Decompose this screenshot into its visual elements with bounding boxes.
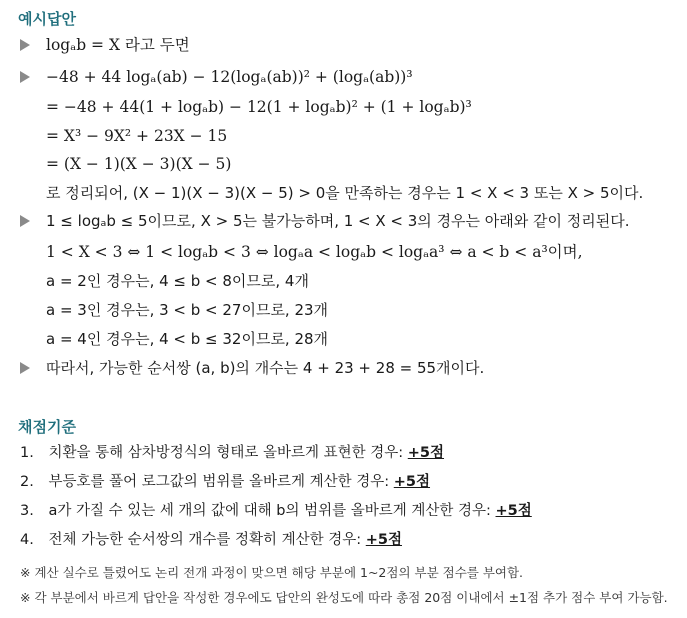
answer-line-3: = −48 + 44(1 + logₐb) − 12(1 + logₐb)² + (1 + logₐb)³ — [46, 98, 472, 116]
criteria-heading: 채점기준 — [18, 418, 76, 436]
bullet-arrow-icon — [20, 362, 30, 374]
answer-line-4: = X³ − 9X² + 23X − 15 — [46, 127, 228, 145]
criterion-2 — [20, 472, 430, 492]
criterion-4 — [20, 530, 402, 550]
criterion-number: 1. — [20, 445, 34, 461]
criterion-text: 부등호를 풀어 로그값의 범위를 올바르게 계산한 경우: — [48, 474, 394, 490]
bullet-arrow-icon — [20, 71, 30, 83]
answer-heading: 예시답안 — [18, 10, 76, 28]
bullet-arrow-icon — [20, 39, 30, 51]
answer-line-11: a = 4인 경우는, 4 < b ≤ 32이므로, 28개 — [46, 330, 329, 348]
criterion-text: 전체 가능한 순서쌍의 개수를 정확히 계산한 경우: — [48, 532, 366, 548]
criterion-score: +5점 — [495, 503, 532, 519]
criterion-text: a가 가질 수 있는 세 개의 값에 대해 b의 범위를 올바르게 계산한 경우: — [48, 503, 496, 519]
answer-line-8: 1 < X < 3 ⇔ 1 < logₐb < 3 ⇔ logₐa < logₐb < logₐa³ ⇔ a < b < a³이며, — [46, 243, 583, 261]
answer-line-1: logₐb = X 라고 두면 — [46, 36, 190, 54]
bullet-arrow-icon — [20, 215, 30, 227]
criterion-3 — [20, 501, 532, 521]
note-2: ※ 각 부분에서 바르게 답안을 작성한 경우에도 답안의 완성도에 따라 총점 20점 이내에서 ±1점 추가 점수 부여 가능함. — [20, 590, 668, 605]
criterion-score: +5점 — [393, 474, 431, 490]
answer-line-9: a = 2인 경우는, 4 ≤ b < 8이므로, 4개 — [46, 272, 309, 290]
criterion-text: 치환을 통해 삼차방정식의 형태로 올바르게 표현한 경우: — [48, 445, 408, 461]
criterion-number: 3. — [20, 503, 34, 519]
answer-line-10: a = 3인 경우는, 3 < b < 27이므로, 23개 — [46, 301, 329, 319]
criterion-score: +5점 — [407, 445, 445, 461]
criterion-score: +5점 — [365, 532, 402, 548]
answer-line-7: 1 ≤ logₐb ≤ 5이므로, X > 5는 불가능하며, 1 < X < 3의 경우는 아래와 같이 정리된다. — [46, 212, 630, 230]
answer-line-6: 로 정리되어, (X − 1)(X − 3)(X − 5) > 0을 만족하는 경우는 1 < X < 3 또는 X > 5이다. — [46, 184, 644, 202]
answer-line-12: 따라서, 가능한 순서쌍 (a, b)의 개수는 4 + 23 + 28 = 55개이다. — [46, 359, 485, 377]
answer-line-2: −48 + 44 logₐ(ab) − 12(logₐ(ab))² + (logₐ(ab))³ — [46, 68, 413, 86]
criterion-number: 2. — [20, 474, 34, 490]
answer-line-5: = (X − 1)(X − 3)(X − 5) — [46, 155, 232, 173]
criterion-1 — [20, 443, 444, 463]
note-1: ※ 계산 실수로 틀렸어도 논리 전개 과정이 맞으면 해당 부분에 1~2점의 부분 점수를 부여함. — [20, 565, 524, 580]
criterion-number: 4. — [20, 532, 34, 548]
